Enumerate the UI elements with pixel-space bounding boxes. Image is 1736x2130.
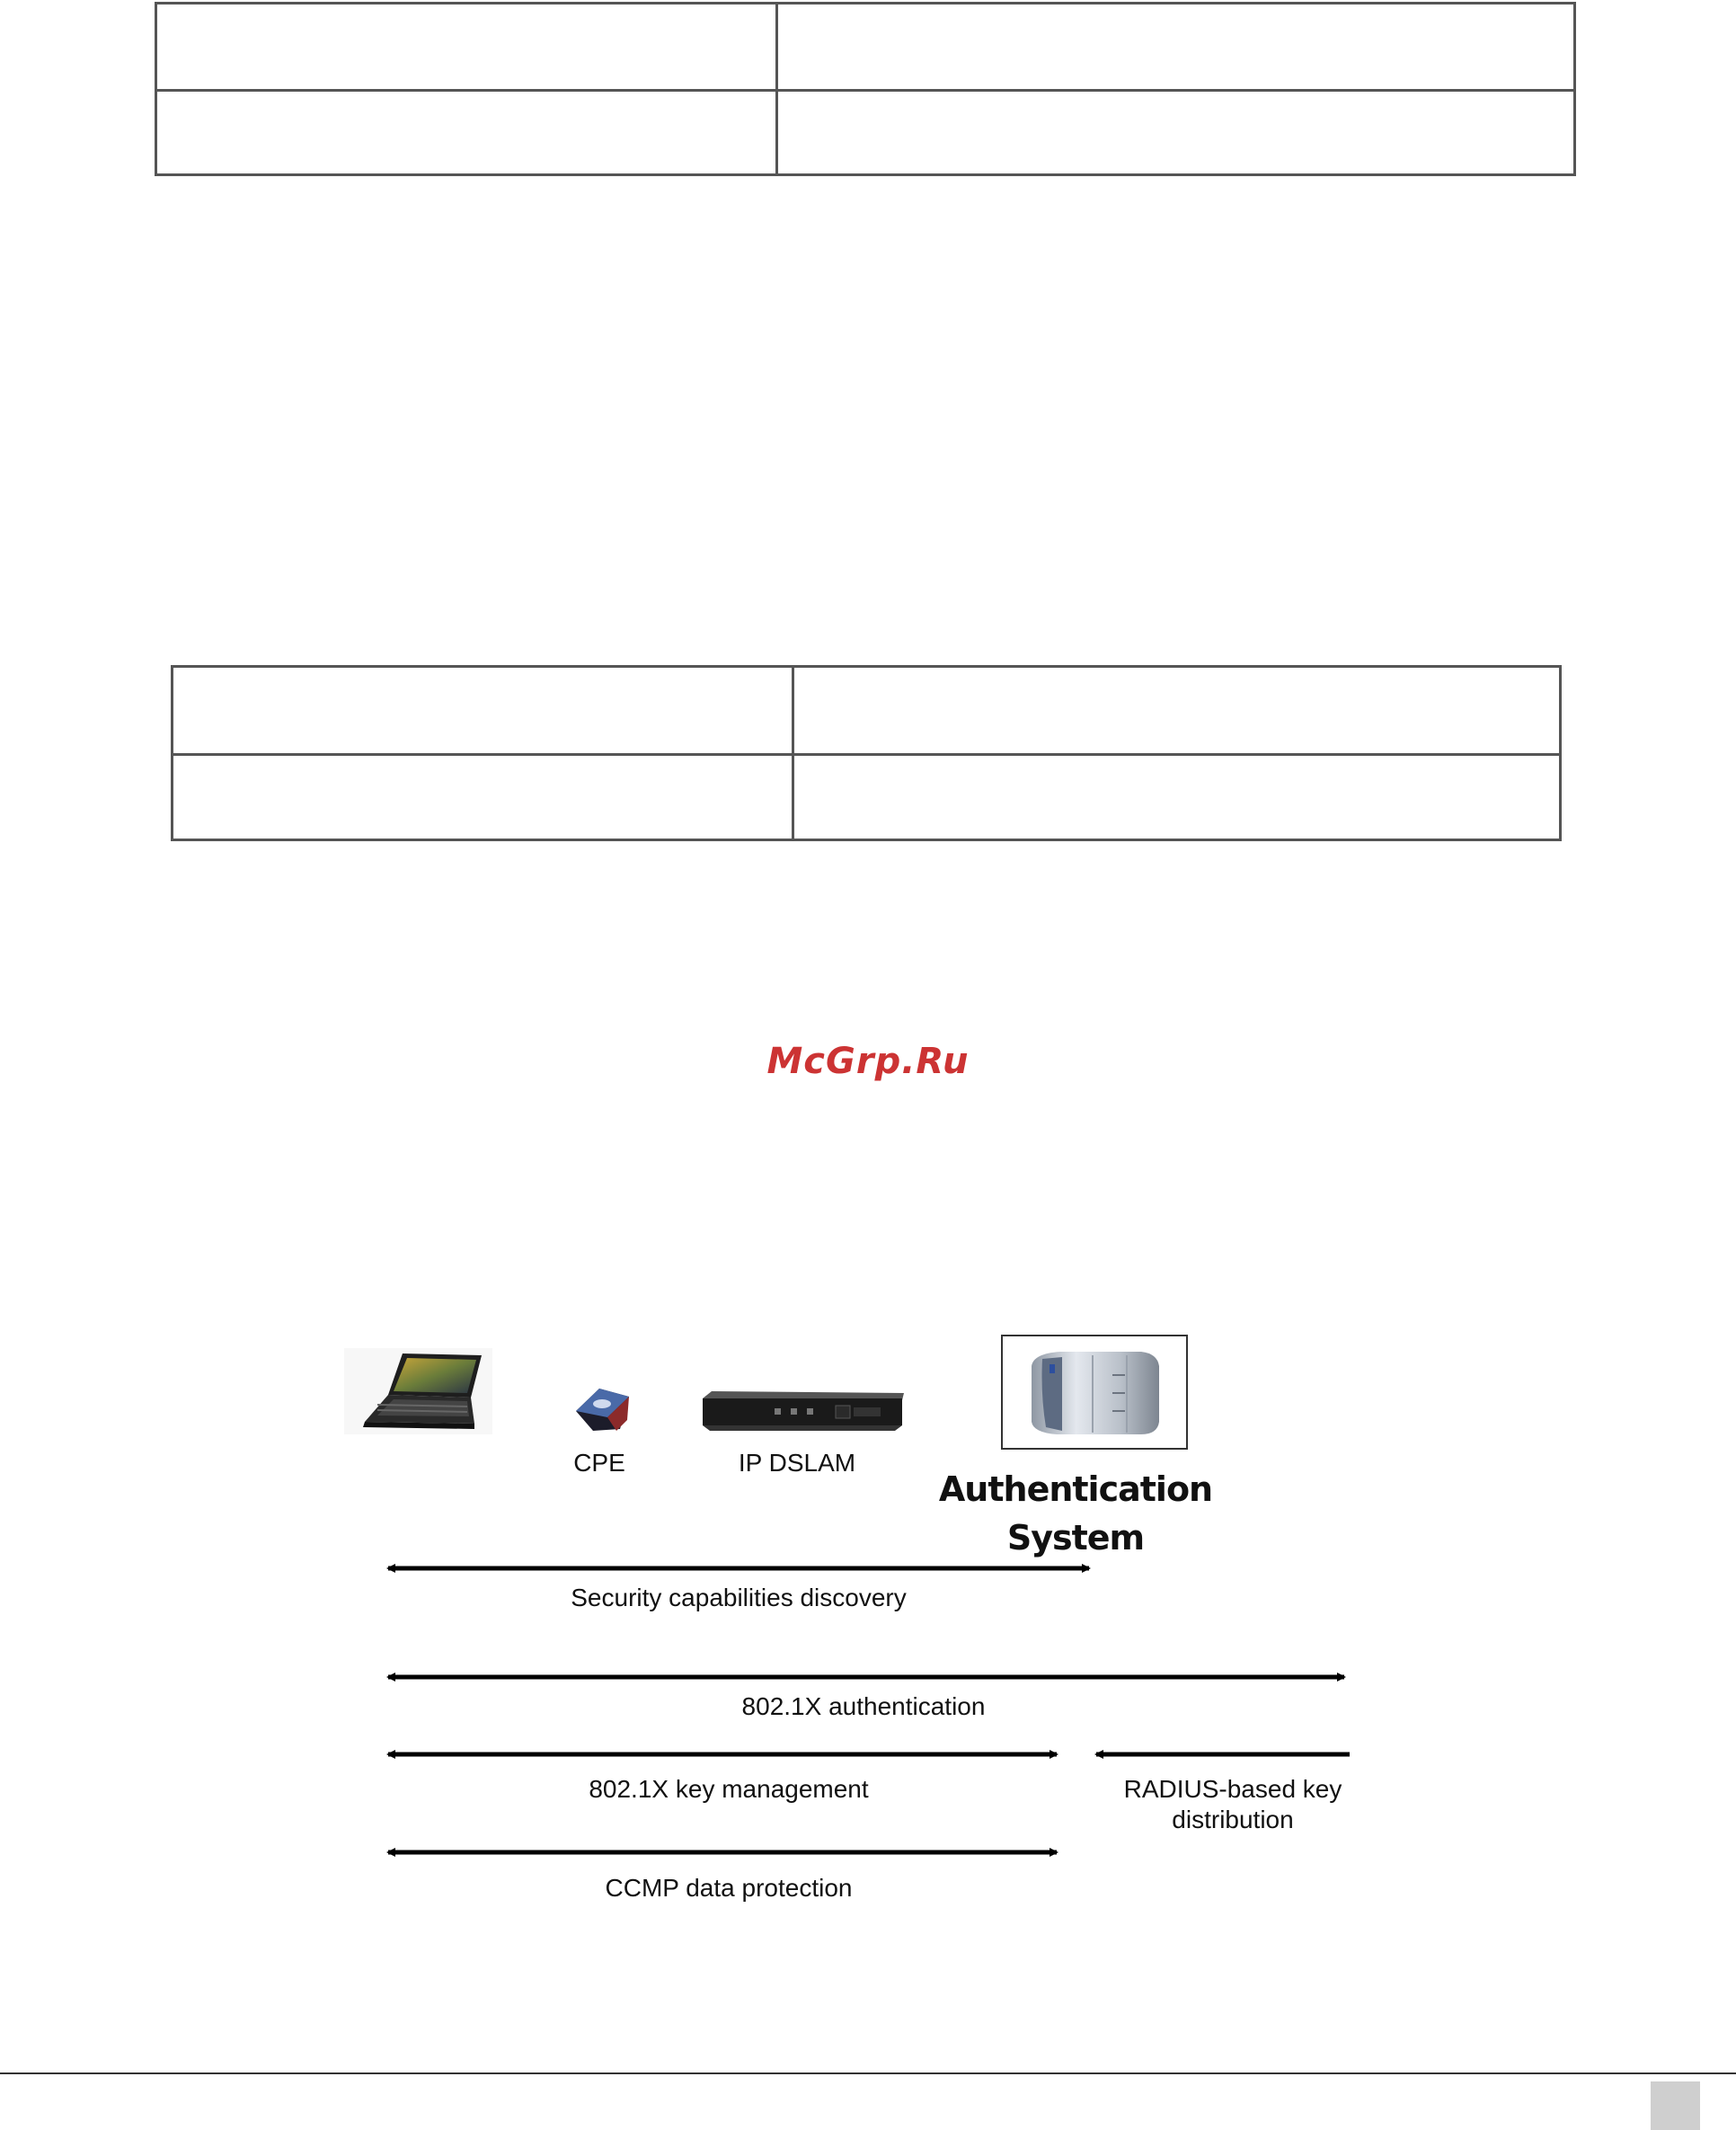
key-management-label: 802.1X key management [589,1775,869,1803]
ip-dslam-label: IP DSLAM [738,1449,856,1477]
authentication-system-line1: Authentication [938,1469,1213,1509]
authentication-label: 802.1X authentication [741,1692,986,1720]
authentication-server-icon [1002,1336,1187,1449]
cpe-modem-icon [576,1389,629,1431]
radius-key-distribution-label [1107,1774,1359,1835]
ip-dslam-icon [703,1391,904,1431]
authentication-system-title [939,1465,1212,1562]
watermark: McGrp.Ru [766,1041,970,1082]
cpe-label: CPE [573,1449,625,1477]
ccmp-label: CCMP data protection [605,1874,853,1902]
authentication-system-line2: System [1006,1518,1145,1558]
footer-rule [0,2072,1736,2074]
laptop-icon [344,1348,492,1434]
radius-label-line1: RADIUS-based key [1123,1775,1342,1803]
security-discovery-label: Security capabilities discovery [571,1584,907,1611]
radius-label-line2: distribution [1172,1806,1294,1833]
page-number-box [1651,2081,1700,2130]
